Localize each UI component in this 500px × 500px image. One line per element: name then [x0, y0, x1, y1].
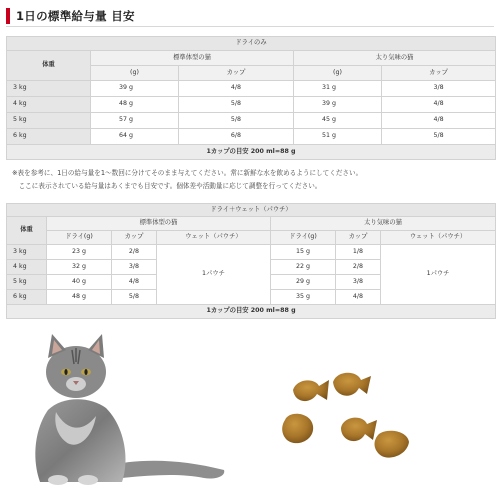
- table-caption: ドライ＋ウェット（パウチ）: [7, 204, 496, 217]
- cup-cell: 4/8: [336, 290, 381, 305]
- dry-grams-header: ドライ(g): [47, 231, 112, 245]
- standard-cat-header: 標準体型の猫: [47, 217, 271, 231]
- grams-column-header: (g): [294, 66, 382, 81]
- note-line: ここに表示されている給与量はあくまでも目安です。個体差や活動量に応じて調整を行ってください。: [12, 182, 322, 190]
- grams-cell: 48 g: [47, 290, 112, 305]
- table-row: [7, 81, 496, 97]
- grams-cell: 45 g: [294, 113, 382, 129]
- cat-food-kibble-photo: [275, 370, 425, 470]
- cup-cell: 5/8: [179, 113, 294, 129]
- grams-cell: 39 g: [294, 97, 382, 113]
- cup-cell: 6/8: [179, 129, 294, 145]
- weight-cell: 6 kg: [7, 129, 91, 145]
- grams-cell: 23 g: [47, 245, 112, 260]
- cup-cell: 3/8: [112, 260, 157, 275]
- feeding-notes: [12, 167, 362, 193]
- wet-pouch-header: ウェット（パウチ）: [381, 231, 496, 245]
- table-row: [7, 245, 496, 260]
- standard-cat-header: 標準体型の猫: [91, 51, 294, 66]
- cup-cell: 5/8: [382, 129, 496, 145]
- overweight-cat-header: 太り気味の猫: [271, 217, 496, 231]
- cup-column-header: カップ: [179, 66, 294, 81]
- weight-cell: 5 kg: [7, 275, 47, 290]
- cup-cell: 5/8: [179, 97, 294, 113]
- weight-cell: 5 kg: [7, 113, 91, 129]
- grams-cell: 15 g: [271, 245, 336, 260]
- table-caption: ドライのみ: [7, 37, 496, 51]
- grams-cell: 32 g: [47, 260, 112, 275]
- cup-cell: 4/8: [382, 113, 496, 129]
- table-row: [7, 113, 496, 129]
- cat-photo: [26, 330, 236, 486]
- wet-pouch-header: ウェット（パウチ）: [157, 231, 271, 245]
- cup-cell: 5/8: [112, 290, 157, 305]
- grams-cell: 29 g: [271, 275, 336, 290]
- cup-cell: 4/8: [382, 97, 496, 113]
- cup-cell: 4/8: [179, 81, 294, 97]
- weight-cell: 4 kg: [7, 260, 47, 275]
- cup-column-header: カップ: [112, 231, 157, 245]
- dry-wet-feeding-table: [6, 203, 496, 319]
- weight-cell: 3 kg: [7, 81, 91, 97]
- cup-cell: 1/8: [336, 245, 381, 260]
- cup-cell: 3/8: [336, 275, 381, 290]
- weight-column-header: 体重: [7, 51, 91, 81]
- wet-pouch-cell: 1パウチ: [381, 245, 496, 305]
- grams-cell: 22 g: [271, 260, 336, 275]
- grams-cell: 31 g: [294, 81, 382, 97]
- weight-column-header: 体重: [7, 217, 47, 245]
- grams-cell: 35 g: [271, 290, 336, 305]
- page-title: 1日の標準給与量 目安: [16, 9, 135, 23]
- section-header: [6, 8, 494, 27]
- cup-column-header: カップ: [336, 231, 381, 245]
- grams-column-header: (g): [91, 66, 179, 81]
- weight-cell: 6 kg: [7, 290, 47, 305]
- grams-cell: 57 g: [91, 113, 179, 129]
- cup-column-header: カップ: [382, 66, 496, 81]
- weight-cell: 4 kg: [7, 97, 91, 113]
- grams-cell: 39 g: [91, 81, 179, 97]
- grams-cell: 51 g: [294, 129, 382, 145]
- grams-cell: 48 g: [91, 97, 179, 113]
- title-accent-bar: [6, 8, 10, 24]
- cup-cell: 3/8: [382, 81, 496, 97]
- table-row: [7, 129, 496, 145]
- cup-measure-note: 1カップの目安 200 ml=88 g: [7, 145, 496, 160]
- cup-cell: 2/8: [112, 245, 157, 260]
- overweight-cat-header: 太り気味の猫: [294, 51, 496, 66]
- cup-cell: 2/8: [336, 260, 381, 275]
- grams-cell: 64 g: [91, 129, 179, 145]
- wet-pouch-cell: 1パウチ: [157, 245, 271, 305]
- grams-cell: 40 g: [47, 275, 112, 290]
- cup-measure-note: 1カップの目安 200 ml=88 g: [7, 305, 496, 319]
- table-row: [7, 97, 496, 113]
- dry-grams-header: ドライ(g): [271, 231, 336, 245]
- note-line: ※表を参考に、1日の給与量を1～数回に分けてそのまま与えてください。常に新鮮な水を飲めるようにしてください。: [12, 169, 363, 177]
- dry-only-feeding-table: [6, 36, 496, 160]
- weight-cell: 3 kg: [7, 245, 47, 260]
- cup-cell: 4/8: [112, 275, 157, 290]
